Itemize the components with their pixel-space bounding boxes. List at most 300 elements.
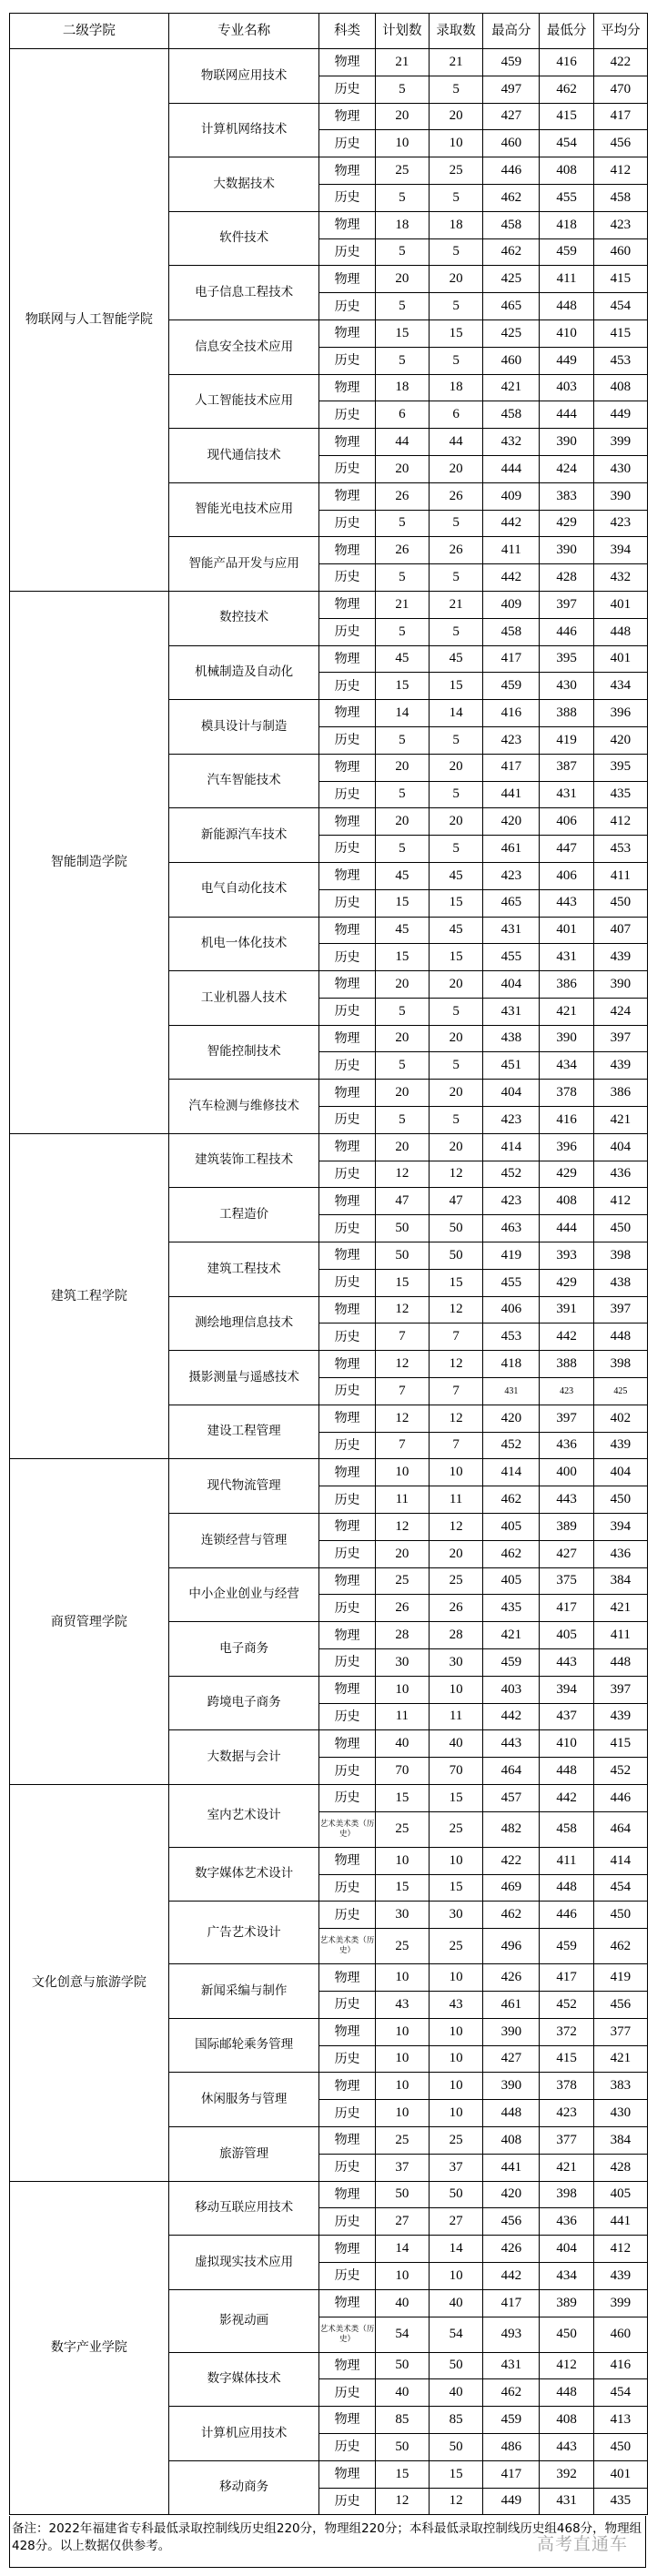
admit-cell: 20 [429,455,482,482]
header-plan-count: 计划数 [375,14,429,49]
avg-cell: 438 [593,1269,647,1296]
max-cell: 497 [483,76,540,103]
max-cell: 453 [483,1323,540,1351]
max-cell: 461 [483,1991,540,2018]
type-cell: 历史 [319,184,375,211]
min-cell: 443 [540,2433,593,2460]
admit-cell: 12 [429,1351,482,1378]
plan-cell: 7 [375,1432,429,1459]
major-name: 机械制造及自动化 [168,645,319,700]
admit-cell: 5 [429,1107,482,1134]
avg-cell: 383 [593,2073,647,2100]
plan-cell: 45 [375,917,429,944]
max-cell: 462 [483,238,540,266]
type-cell: 物理 [319,2018,375,2045]
plan-cell: 27 [375,2208,429,2236]
min-cell: 431 [540,2488,593,2515]
admit-cell: 14 [429,700,482,727]
min-cell: 390 [540,537,593,564]
major-name: 智能产品开发与应用 [168,537,319,592]
min-cell: 387 [540,754,593,781]
admit-cell: 12 [429,1514,482,1541]
plan-cell: 20 [375,1133,429,1161]
avg-cell: 411 [593,1622,647,1649]
major-name: 新闻采编与制作 [168,1964,319,2019]
admit-cell: 47 [429,1188,482,1215]
type-cell: 历史 [319,998,375,1025]
major-name: 跨境电子商务 [168,1676,319,1730]
min-cell: 416 [540,49,593,76]
max-cell: 463 [483,1215,540,1242]
min-cell: 458 [540,1811,593,1847]
plan-cell: 5 [375,781,429,808]
avg-cell: 450 [593,2433,647,2460]
max-cell: 462 [483,1540,540,1567]
plan-cell: 30 [375,1902,429,1929]
max-cell: 444 [483,455,540,482]
avg-cell: 448 [593,618,647,645]
max-cell: 465 [483,889,540,917]
type-cell: 历史 [319,944,375,971]
avg-cell: 415 [593,266,647,293]
admit-cell: 12 [429,1161,482,1188]
plan-cell: 50 [375,2352,429,2379]
type-cell: 历史 [319,673,375,700]
admit-cell: 6 [429,401,482,429]
plan-cell: 26 [375,537,429,564]
max-cell: 486 [483,2433,540,2460]
type-cell: 历史 [319,2154,375,2181]
type-cell: 物理 [319,2460,375,2488]
avg-cell: 432 [593,564,647,592]
avg-cell: 462 [593,1929,647,1964]
plan-cell: 10 [375,2100,429,2127]
min-cell: 410 [540,319,593,347]
min-cell: 395 [540,645,593,673]
plan-cell: 10 [375,2073,429,2100]
type-cell: 历史 [319,2045,375,2073]
college-name: 建筑工程学院 [10,1133,169,1459]
max-cell: 435 [483,1595,540,1622]
min-cell: 403 [540,374,593,401]
admit-cell: 10 [429,2018,482,2045]
max-cell: 460 [483,130,540,157]
min-cell: 393 [540,1242,593,1270]
max-cell: 464 [483,1758,540,1785]
admit-cell: 5 [429,347,482,374]
header-min-score: 最低分 [540,14,593,49]
plan-cell: 18 [375,211,429,238]
type-cell: 物理 [319,645,375,673]
major-name: 中小企业创业与经营 [168,1567,319,1622]
admit-cell: 70 [429,1758,482,1785]
admit-cell: 45 [429,917,482,944]
admit-cell: 20 [429,1133,482,1161]
type-cell: 历史 [319,1874,375,1902]
avg-cell: 439 [593,944,647,971]
header-max-score: 最高分 [483,14,540,49]
max-cell: 422 [483,1847,540,1874]
avg-cell: 416 [593,2352,647,2379]
major-name: 新能源汽车技术 [168,808,319,863]
avg-cell: 401 [593,591,647,618]
admit-cell: 10 [429,1964,482,1992]
plan-cell: 15 [375,2460,429,2488]
major-name: 休闲服务与管理 [168,2073,319,2127]
min-cell: 408 [540,157,593,185]
admit-cell: 40 [429,1730,482,1758]
type-cell: 物理 [319,1676,375,1703]
major-name: 信息安全技术应用 [168,319,319,374]
plan-cell: 20 [375,1025,429,1052]
plan-cell: 5 [375,564,429,592]
plan-cell: 20 [375,754,429,781]
min-cell: 423 [540,2100,593,2127]
max-cell: 442 [483,564,540,592]
min-cell: 448 [540,2379,593,2407]
type-cell: 历史 [319,1486,375,1514]
avg-cell: 377 [593,2018,647,2045]
min-cell: 417 [540,1595,593,1622]
max-cell: 416 [483,700,540,727]
college-name: 文化创意与旅游学院 [10,1785,169,2182]
plan-cell: 40 [375,2289,429,2317]
type-cell: 历史 [319,889,375,917]
avg-cell: 412 [593,1188,647,1215]
max-cell: 446 [483,157,540,185]
plan-cell: 10 [375,1676,429,1703]
type-cell: 物理 [319,1730,375,1758]
admit-cell: 45 [429,862,482,889]
avg-cell: 449 [593,401,647,429]
min-cell: 444 [540,401,593,429]
admit-cell: 18 [429,374,482,401]
min-cell: 443 [540,1649,593,1677]
avg-cell: 407 [593,917,647,944]
max-cell: 420 [483,1405,540,1432]
type-cell: 历史 [319,510,375,537]
plan-cell: 5 [375,1107,429,1134]
type-cell: 历史 [319,76,375,103]
header-college: 二级学院 [10,14,169,49]
avg-cell: 460 [593,238,647,266]
min-cell: 415 [540,103,593,130]
admit-cell: 20 [429,971,482,999]
max-cell: 431 [483,2352,540,2379]
min-cell: 388 [540,700,593,727]
max-cell: 423 [483,726,540,754]
max-cell: 426 [483,1964,540,1992]
avg-cell: 423 [593,510,647,537]
admit-cell: 25 [429,157,482,185]
type-cell: 物理 [319,482,375,510]
plan-cell: 26 [375,482,429,510]
admit-cell: 5 [429,76,482,103]
type-cell: 物理 [319,1080,375,1107]
max-cell: 431 [483,998,540,1025]
min-cell: 421 [540,998,593,1025]
plan-cell: 15 [375,944,429,971]
min-cell: 388 [540,1351,593,1378]
plan-cell: 7 [375,1378,429,1405]
college-name: 智能制造学院 [10,591,169,1133]
avg-cell: 384 [593,1567,647,1595]
max-cell: 442 [483,510,540,537]
min-cell: 408 [540,2407,593,2434]
max-cell: 465 [483,293,540,320]
major-name: 机电一体化技术 [168,917,319,971]
type-cell: 物理 [319,808,375,836]
type-cell: 历史 [319,2379,375,2407]
admit-cell: 5 [429,998,482,1025]
max-cell: 409 [483,591,540,618]
plan-cell: 5 [375,726,429,754]
major-name: 数字媒体技术 [168,2352,319,2407]
type-cell: 物理 [319,49,375,76]
plan-cell: 20 [375,808,429,836]
plan-cell: 10 [375,1847,429,1874]
min-cell: 389 [540,1514,593,1541]
max-cell: 421 [483,1622,540,1649]
plan-cell: 5 [375,618,429,645]
type-cell: 艺术美术类（历史） [319,1929,375,1964]
plan-cell: 21 [375,49,429,76]
avg-cell: 446 [593,1785,647,1812]
admit-cell: 26 [429,482,482,510]
plan-cell: 37 [375,2154,429,2181]
min-cell: 459 [540,238,593,266]
type-cell: 艺术美术类（历史） [319,2317,375,2352]
plan-cell: 20 [375,455,429,482]
plan-cell: 50 [375,1215,429,1242]
avg-cell: 435 [593,781,647,808]
type-cell: 物理 [319,917,375,944]
min-cell: 412 [540,2352,593,2379]
max-cell: 414 [483,1459,540,1486]
plan-cell: 6 [375,401,429,429]
avg-cell: 415 [593,1730,647,1758]
avg-cell: 423 [593,211,647,238]
max-cell: 496 [483,1929,540,1964]
max-cell: 451 [483,1052,540,1080]
max-cell: 461 [483,836,540,863]
admit-cell: 5 [429,726,482,754]
admit-cell: 50 [429,2352,482,2379]
plan-cell: 25 [375,1929,429,1964]
major-name: 汽车检测与维修技术 [168,1080,319,1134]
admit-cell: 21 [429,49,482,76]
avg-cell: 405 [593,2181,647,2208]
plan-cell: 11 [375,1703,429,1730]
min-cell: 448 [540,1874,593,1902]
major-name: 人工智能技术应用 [168,374,319,429]
type-cell: 历史 [319,1107,375,1134]
plan-cell: 12 [375,1351,429,1378]
min-cell: 462 [540,76,593,103]
avg-cell: 435 [593,2488,647,2515]
type-cell: 物理 [319,2236,375,2263]
plan-cell: 20 [375,103,429,130]
admit-cell: 10 [429,2100,482,2127]
min-cell: 454 [540,130,593,157]
type-cell: 物理 [319,700,375,727]
min-cell: 421 [540,2154,593,2181]
avg-cell: 454 [593,293,647,320]
type-cell: 历史 [319,1758,375,1785]
type-cell: 物理 [319,103,375,130]
major-name: 国际邮轮乘务管理 [168,2018,319,2073]
admit-cell: 7 [429,1432,482,1459]
max-cell: 420 [483,808,540,836]
avg-cell: 412 [593,157,647,185]
avg-cell: 430 [593,2100,647,2127]
admit-cell: 12 [429,1405,482,1432]
major-name: 计算机应用技术 [168,2407,319,2461]
max-cell: 462 [483,184,540,211]
admit-cell: 15 [429,889,482,917]
max-cell: 426 [483,2236,540,2263]
min-cell: 448 [540,1758,593,1785]
admit-cell: 15 [429,1269,482,1296]
avg-cell: 397 [593,1296,647,1323]
type-cell: 物理 [319,537,375,564]
min-cell: 442 [540,1785,593,1812]
max-cell: 459 [483,673,540,700]
admit-cell: 10 [429,1459,482,1486]
admit-cell: 25 [429,1929,482,1964]
plan-cell: 5 [375,836,429,863]
admit-cell: 85 [429,2407,482,2434]
avg-cell: 464 [593,1811,647,1847]
max-cell: 442 [483,1703,540,1730]
plan-cell: 25 [375,2126,429,2154]
type-cell: 历史 [319,726,375,754]
plan-cell: 14 [375,2236,429,2263]
avg-cell: 399 [593,429,647,456]
min-cell: 386 [540,971,593,999]
avg-cell: 425 [593,1378,647,1405]
avg-cell: 450 [593,1486,647,1514]
type-cell: 物理 [319,429,375,456]
max-cell: 431 [483,917,540,944]
major-name: 大数据技术 [168,157,319,212]
min-cell: 459 [540,1929,593,1964]
avg-cell: 452 [593,1758,647,1785]
avg-cell: 454 [593,1874,647,1902]
avg-cell: 439 [593,1052,647,1080]
admit-cell: 10 [429,130,482,157]
type-cell: 物理 [319,1242,375,1270]
max-cell: 405 [483,1567,540,1595]
major-name: 移动互联应用技术 [168,2181,319,2236]
type-cell: 物理 [319,754,375,781]
admit-cell: 14 [429,2236,482,2263]
plan-cell: 15 [375,1269,429,1296]
avg-cell: 415 [593,319,647,347]
max-cell: 427 [483,103,540,130]
type-cell: 物理 [319,266,375,293]
admit-cell: 15 [429,944,482,971]
min-cell: 406 [540,862,593,889]
min-cell: 396 [540,1133,593,1161]
plan-cell: 25 [375,1811,429,1847]
type-cell: 历史 [319,1991,375,2018]
admit-cell: 27 [429,2208,482,2236]
max-cell: 459 [483,2407,540,2434]
admit-cell: 5 [429,293,482,320]
admit-cell: 40 [429,2379,482,2407]
plan-cell: 45 [375,645,429,673]
major-name: 数字媒体艺术设计 [168,1847,319,1902]
admit-cell: 11 [429,1486,482,1514]
avg-cell: 412 [593,2236,647,2263]
table-row [10,1785,648,1812]
admit-cell: 25 [429,1567,482,1595]
major-name: 摄影测量与遥感技术 [168,1351,319,1405]
min-cell: 375 [540,1567,593,1595]
major-name: 智能光电技术应用 [168,482,319,537]
min-cell: 430 [540,673,593,700]
plan-cell: 45 [375,862,429,889]
type-cell: 历史 [319,1649,375,1677]
max-cell: 431 [483,1378,540,1405]
plan-cell: 26 [375,1595,429,1622]
table-row [10,591,648,618]
max-cell: 443 [483,1730,540,1758]
min-cell: 452 [540,1991,593,2018]
plan-cell: 10 [375,2045,429,2073]
type-cell: 历史 [319,618,375,645]
major-name: 连锁经营与管理 [168,1514,319,1568]
table-row [10,49,648,76]
avg-cell: 454 [593,2379,647,2407]
avg-cell: 439 [593,1703,647,1730]
max-cell: 417 [483,2289,540,2317]
avg-cell: 421 [593,1107,647,1134]
plan-cell: 54 [375,2317,429,2352]
plan-cell: 70 [375,1758,429,1785]
min-cell: 405 [540,1622,593,1649]
min-cell: 417 [540,1964,593,1992]
avg-cell: 456 [593,1991,647,2018]
admit-cell: 10 [429,2045,482,2073]
admit-cell: 21 [429,591,482,618]
avg-cell: 430 [593,455,647,482]
avg-cell: 421 [593,1595,647,1622]
max-cell: 442 [483,2262,540,2289]
admit-cell: 50 [429,1215,482,1242]
min-cell: 436 [540,2208,593,2236]
type-cell: 艺术美术类（历史） [319,1811,375,1847]
max-cell: 427 [483,2045,540,2073]
type-cell: 历史 [319,1785,375,1812]
type-cell: 物理 [319,1025,375,1052]
type-cell: 物理 [319,1459,375,1486]
type-cell: 历史 [319,347,375,374]
type-cell: 物理 [319,374,375,401]
max-cell: 421 [483,374,540,401]
plan-cell: 15 [375,319,429,347]
type-cell: 物理 [319,1188,375,1215]
avg-cell: 441 [593,2208,647,2236]
avg-cell: 439 [593,2262,647,2289]
major-name: 建设工程管理 [168,1405,319,1459]
avg-cell: 470 [593,76,647,103]
admit-cell: 5 [429,1052,482,1080]
admit-cell: 20 [429,103,482,130]
major-name: 室内艺术设计 [168,1785,319,1848]
plan-cell: 28 [375,1622,429,1649]
